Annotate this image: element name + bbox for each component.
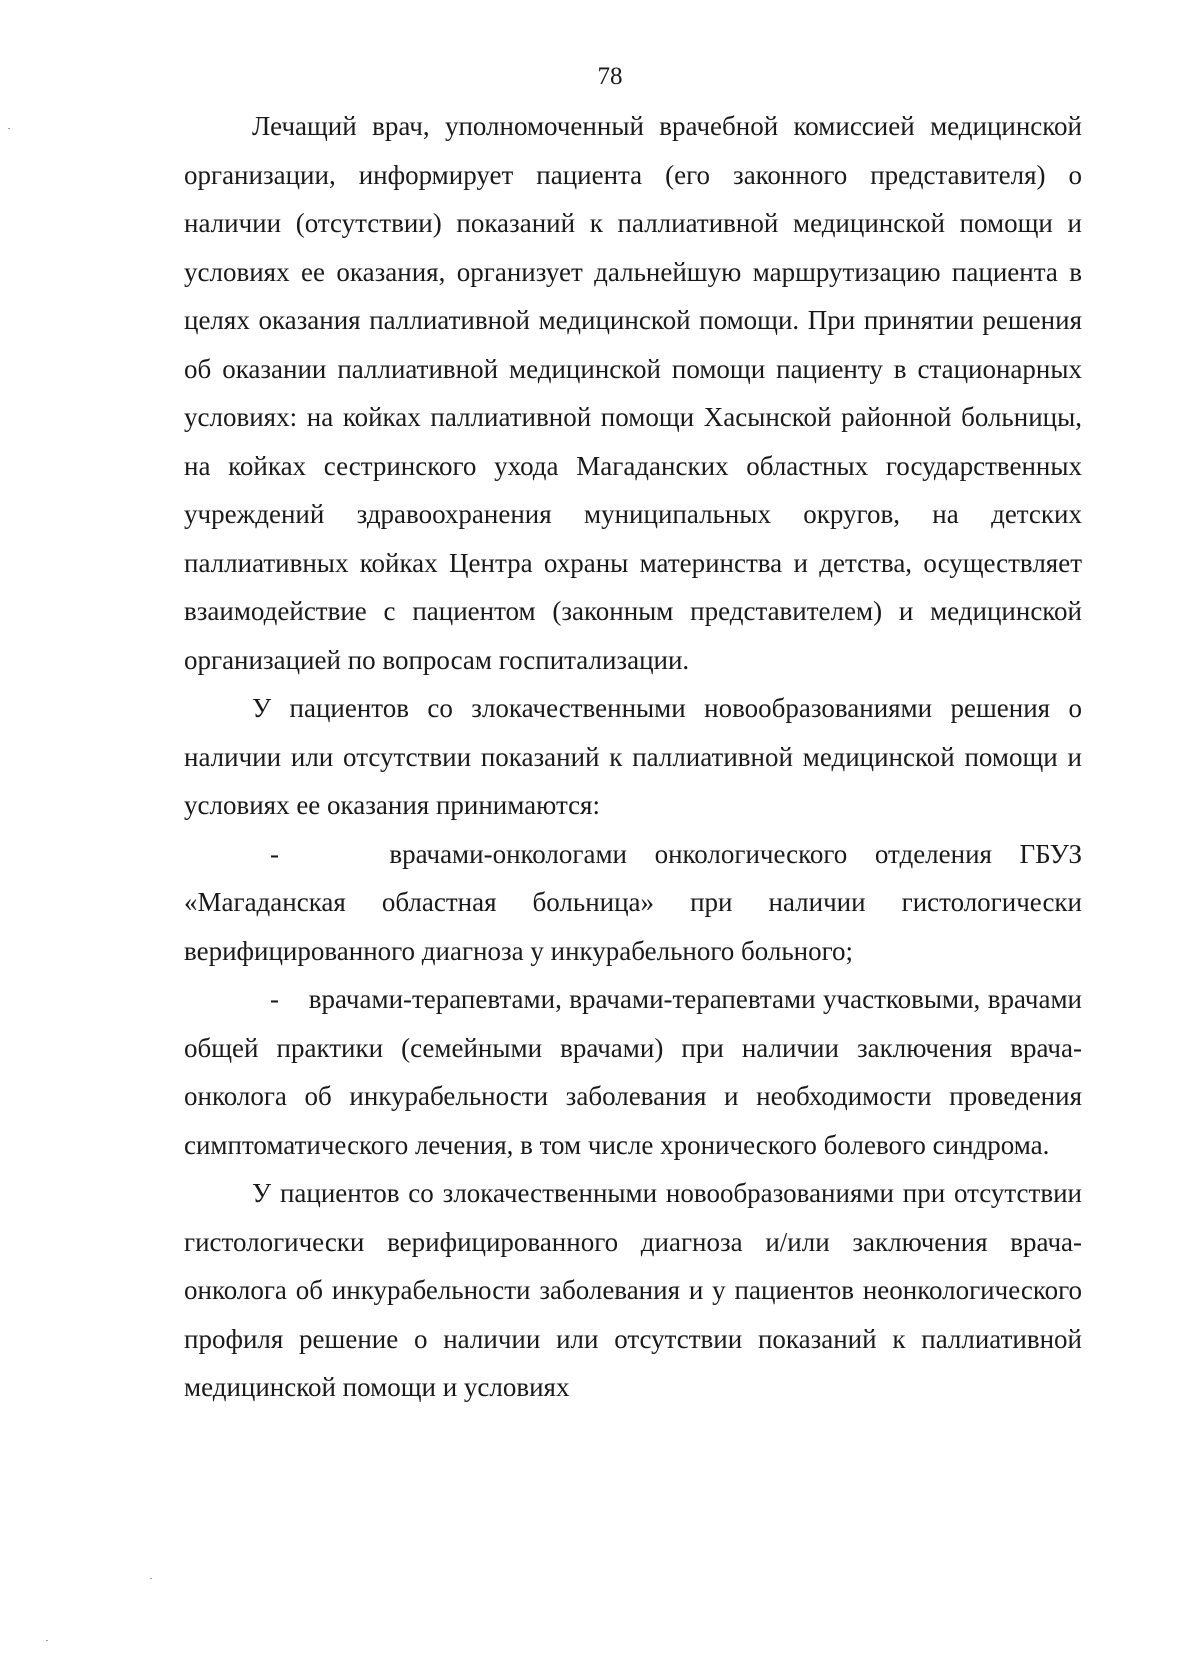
scan-speck [150,1578,152,1579]
paragraph-oncology-decisions: У пациентов со злокачественными новообразованиями решения о наличии или отсутствии показаний к паллиативной медицинской помощи и условиях ее оказания принимаются: [184,693,1082,820]
page-number: 78 [597,63,623,90]
list-item-oncologists: - врачами-онкологами онкологического отделения ГБУЗ «Магаданская областная больница» при наличии гистологически верифицированного диагноза у инкурабельного больного; [184,838,1082,966]
list-item-therapists: - врачами-терапевтами, врачами-терапевтами участковыми, врачами общей практики (семейными врачами) при наличии заключения врача-онколога об инкурабельности заболевания и необходимости проведения симптоматического лечения, в том числе хронического болевого синдрома. [184,984,1082,1160]
document-body [184,102,1082,1412]
scan-speck [46,1640,48,1641]
paragraph-no-histology: У пациентов со злокачественными новообразованиями при отсутствии гистологически верифицированного диагноза и/или заключения врача-онколога об инкурабельности заболевания и у пациентов неонкологического профиля решение о наличии или отсутствии показаний к паллиативной медицинской помощи и условиях [184,1178,1082,1402]
scan-speck [8,128,10,129]
paragraph-attending-physician: Лечащий врач, уполномоченный врачебной комиссией медицинской организации, информирует пациента (его законного представителя) о наличии (отсутствии) показаний к паллиативной медицинской помощи и условиях ее оказания, организует дальнейшую маршрутизацию пациента в целях оказания паллиативной медицинской помощи. При принятии решения об оказании паллиативной медицинской помощи пациенту в стационарных условиях: на койках паллиативной помощи Хасынской районной больницы, на койках сестринского ухода Магаданских областных государственных учреждений здравоохранения муниципальных округов, на детских паллиативных койках Центра охраны материнства и детства, осуществляет взаимодействие с пациентом (законным представителем) и медицинской организацией по вопросам госпитализации. [184,111,1082,675]
